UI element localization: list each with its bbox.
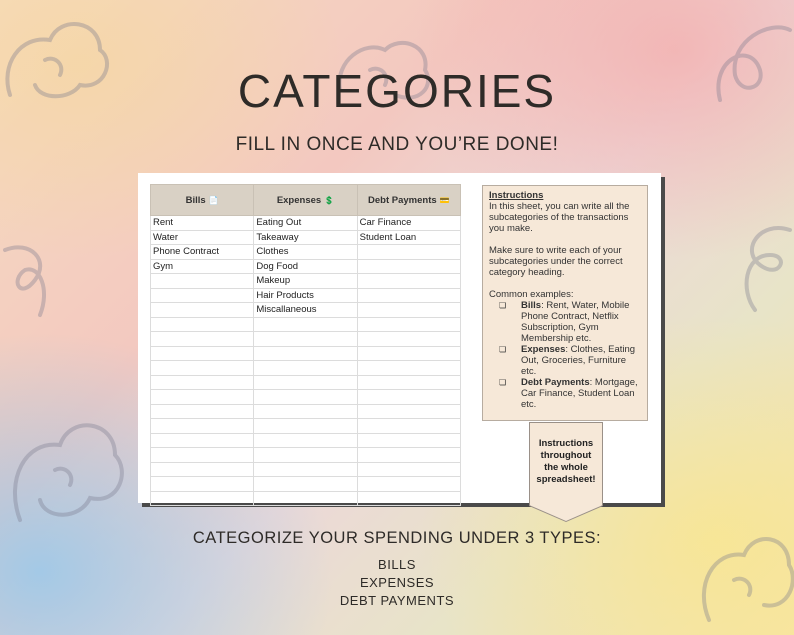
instructions-paragraph: In this sheet, you can write all the subcategories of the transactions you make. [489,201,630,234]
page-subtitle: FILL IN ONCE AND YOU’RE DONE! [235,134,559,155]
table-row [151,317,461,332]
table-cell[interactable] [254,346,357,361]
table-cell[interactable]: Car Finance [357,216,460,231]
example-text: : Mortgage, Car Finance, Student Loan etc. [521,377,638,410]
table-cell[interactable]: Dog Food [254,259,357,274]
table-cell[interactable] [357,317,460,332]
table-cell[interactable] [357,259,460,274]
table-cell[interactable]: Water [151,230,254,245]
table-row [151,448,461,463]
column-header-label: Expenses [276,194,322,206]
column-header-label: Debt Payments [368,194,437,206]
callout-line: Instructions [538,438,594,449]
callout-line: spreadsheet! [536,474,596,485]
table-row [151,332,461,347]
table-cell[interactable] [151,274,254,289]
table-cell[interactable]: Gym [151,259,254,274]
table-cell[interactable]: Hair Products [254,288,357,303]
table-cell[interactable] [151,462,254,477]
table-cell[interactable] [357,433,460,448]
table-row [151,259,461,274]
table-cell[interactable]: Makeup [254,274,357,289]
table-cell[interactable]: Phone Contract [151,245,254,260]
table-row [151,390,461,405]
table-cell[interactable] [254,404,357,419]
brain-doodle-icon [0,380,140,540]
table-cell[interactable]: Eating Out [254,216,357,231]
table-cell[interactable] [151,433,254,448]
table-row [151,477,461,492]
receipt-icon: 📄 [208,195,219,205]
table-cell[interactable] [151,303,254,318]
table-cell[interactable] [254,375,357,390]
page-title: CATEGORIES [237,65,557,117]
categories-table [150,184,461,506]
table-cell[interactable] [254,419,357,434]
table-body [151,216,461,506]
table-cell[interactable] [151,448,254,463]
type-debt-payments: DEBT PAYMENTS [339,593,455,608]
table-cell[interactable] [357,448,460,463]
table-cell[interactable] [254,491,357,506]
table-cell[interactable] [357,274,460,289]
table-row [151,274,461,289]
table-cell[interactable] [151,404,254,419]
table-cell[interactable]: Clothes [254,245,357,260]
table-cell[interactable] [357,245,460,260]
table-cell[interactable] [357,462,460,477]
spreadsheet-screenshot [138,173,661,503]
table-cell[interactable] [151,375,254,390]
table-cell[interactable] [151,317,254,332]
callout-text [530,438,602,486]
type-bills: BILLS [378,557,416,572]
money-icon: 💲 [324,195,335,205]
table-cell[interactable]: Student Loan [357,230,460,245]
list-item [499,344,641,377]
table-row [151,419,461,434]
table-row [151,361,461,376]
list-item [499,300,641,344]
example-text: : Clothes, Eating Out, Groceries, Furniture etc. [521,344,636,377]
table-cell[interactable] [254,433,357,448]
table-row [151,404,461,419]
table-cell[interactable] [254,332,357,347]
examples-label: Common examples: [489,289,574,300]
table-cell[interactable] [357,346,460,361]
instructions-paragraph: Make sure to write each of your subcategories under the correct category heading. [489,245,623,278]
table-cell[interactable] [151,390,254,405]
list-item [499,377,641,410]
table-row [151,288,461,303]
instructions-heading: Instructions [489,190,544,201]
column-header-bills[interactable] [151,185,254,216]
table-row [151,346,461,361]
column-header-label: Bills [185,194,206,206]
table-row [151,303,461,318]
column-header-expenses[interactable] [254,185,357,216]
table-row [151,230,461,245]
table-row [151,375,461,390]
swirl-doodle-icon [700,210,794,320]
swirl-doodle-icon [0,230,60,320]
table-cell[interactable] [357,332,460,347]
instructions-panel [482,185,648,421]
table-cell[interactable] [151,361,254,376]
table-row [151,491,461,506]
table-header-row [151,185,461,216]
checkbox-bullet-icon: ❏ [499,345,507,354]
checkbox-bullet-icon: ❏ [499,301,507,310]
table-cell[interactable] [151,332,254,347]
table-cell[interactable] [254,390,357,405]
table-cell[interactable] [357,288,460,303]
table-cell[interactable]: Rent [151,216,254,231]
type-expenses: EXPENSES [359,575,435,590]
table-row [151,245,461,260]
table-cell[interactable] [254,448,357,463]
table-cell[interactable] [151,491,254,506]
table-cell[interactable] [151,288,254,303]
table-cell[interactable] [357,361,460,376]
table-row [151,433,461,448]
table-cell[interactable] [151,477,254,492]
table-row [151,462,461,477]
table-cell[interactable] [357,303,460,318]
callout-line: the whole [544,462,588,473]
example-term: Expenses [521,344,566,355]
callout-line: throughout [540,450,592,461]
credit-card-icon: 💳 [439,195,450,205]
table-cell[interactable] [151,419,254,434]
table-cell[interactable] [357,390,460,405]
table-cell[interactable]: Miscallaneous [254,303,357,318]
examples-list [489,300,641,410]
example-term: Debt Payments [521,377,590,388]
table-row [151,216,461,231]
example-text: : Rent, Water, Mobile Phone Contract, Netflix Subscription, Gym Membership etc. [521,300,630,344]
table-cell[interactable] [357,419,460,434]
checkbox-bullet-icon: ❏ [499,378,507,387]
table-cell[interactable]: Takeaway [254,230,357,245]
table-cell[interactable] [254,361,357,376]
table-cell[interactable] [151,346,254,361]
example-term: Bills [521,300,542,311]
table-cell[interactable] [254,462,357,477]
table-cell[interactable] [254,317,357,332]
types-heading: CATEGORIZE YOUR SPENDING UNDER 3 TYPES: [192,529,602,547]
table-cell[interactable] [357,491,460,506]
table-cell[interactable] [357,375,460,390]
table-cell[interactable] [357,404,460,419]
table-cell[interactable] [357,477,460,492]
column-header-debt-payments[interactable] [357,185,460,216]
table-cell[interactable] [254,477,357,492]
